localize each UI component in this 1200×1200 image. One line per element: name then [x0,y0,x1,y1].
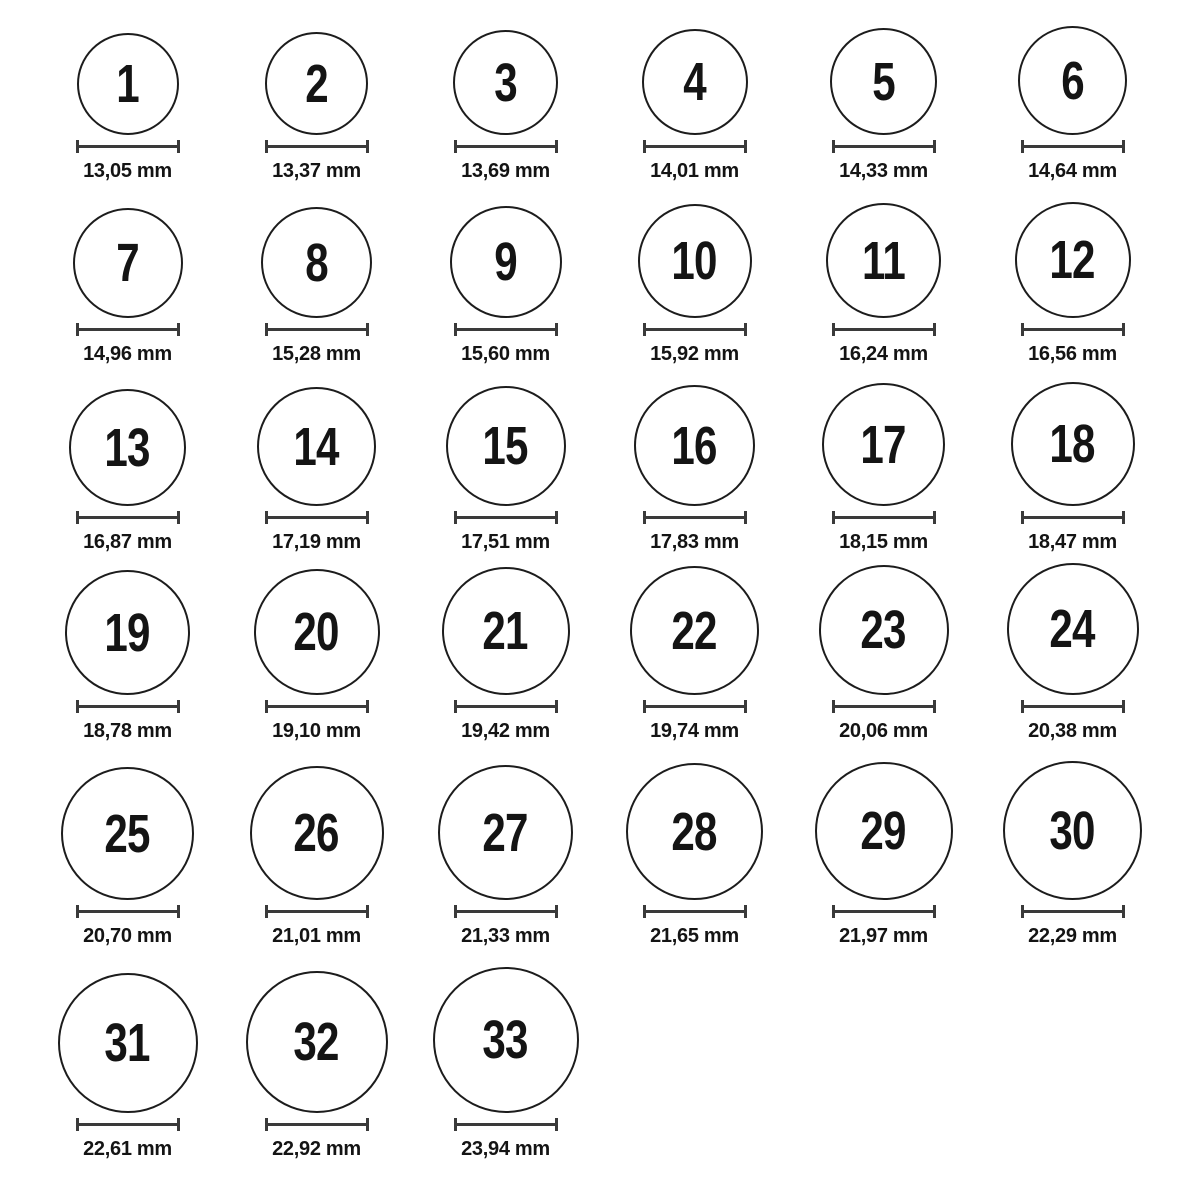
ring-size-number: 24 [1049,599,1096,659]
measure-bar [268,145,366,148]
ring-circle [634,385,755,506]
ring-size-number: 5 [872,51,895,112]
diameter-measure-line [76,511,180,524]
ring-size-item [642,29,748,182]
ring-circle [822,383,945,506]
ring-size-number: 8 [305,232,328,293]
diameter-measure-line [1021,140,1125,153]
ring-size-number: 9 [494,232,517,292]
ring-circle [453,30,558,135]
measure-bar [646,910,744,913]
ring-circle [254,569,380,695]
chart-row [33,553,1167,742]
ring-size-item [58,973,198,1160]
measure-bar [79,705,177,708]
diameter-label: 18,15 mm [839,531,928,553]
ring-size-item [61,767,194,947]
measure-bar [646,145,744,148]
diameter-label: 20,38 mm [1028,720,1117,742]
diameter-label: 21,65 mm [650,925,739,947]
measure-bar [457,145,555,148]
ring-size-item [450,206,562,365]
diameter-measure-line [454,140,558,153]
diameter-measure-line [643,905,747,918]
ring-size-number: 11 [862,230,905,291]
ring-size-number: 23 [860,600,907,660]
measure-bar [835,705,933,708]
measure-bar [646,705,744,708]
measure-bar [268,910,366,913]
ring-size-item [438,765,573,947]
diameter-measure-line [643,140,747,153]
ring-size-item [265,32,369,182]
diameter-measure-line [832,905,936,918]
diameter-measure-line [454,905,558,918]
measure-bar [835,516,933,519]
diameter-label: 22,92 mm [272,1138,361,1160]
diameter-label: 13,37 mm [272,160,361,182]
diameter-measure-line [76,905,180,918]
ring-size-item [638,204,752,365]
ring-size-item [261,207,372,365]
diameter-label: 17,83 mm [650,531,739,553]
ring-circle [257,387,376,506]
ring-size-item [453,30,558,182]
diameter-measure-line [454,511,558,524]
ring-size-number: 32 [293,1012,340,1072]
ring-circle [638,204,752,318]
ring-size-number: 7 [116,233,139,293]
diameter-label: 13,69 mm [461,160,550,182]
diameter-measure-line [454,700,558,713]
diameter-label: 14,64 mm [1028,160,1117,182]
chart-row [33,182,1167,365]
ring-size-item [815,762,953,947]
measure-bar [646,516,744,519]
ring-size-item [1011,382,1135,553]
ring-circle [826,203,941,318]
ring-size-number: 27 [482,802,529,863]
diameter-measure-line [76,1118,180,1131]
ring-size-item [830,28,937,182]
ring-circle [69,389,186,506]
diameter-label: 16,87 mm [83,531,172,553]
ring-size-item [826,203,941,365]
diameter-label: 15,92 mm [650,343,739,365]
ring-size-number: 2 [305,53,328,114]
ring-size-item [630,566,759,742]
diameter-measure-line [1021,700,1125,713]
diameter-measure-line [1021,905,1125,918]
ring-circle [250,766,384,900]
ring-size-item [1015,202,1131,365]
measure-bar [457,328,555,331]
ring-circle [442,567,570,695]
diameter-measure-line [643,700,747,713]
ring-size-item [73,208,183,365]
ring-size-item [442,567,570,742]
measure-bar [268,328,366,331]
diameter-label: 18,47 mm [1028,531,1117,553]
diameter-label: 19,42 mm [461,720,550,742]
diameter-label: 23,94 mm [461,1138,550,1160]
diameter-label: 20,06 mm [839,720,928,742]
ring-size-number: 29 [860,801,907,861]
measure-bar [79,516,177,519]
diameter-label: 16,24 mm [839,343,928,365]
ring-size-number: 33 [482,1010,529,1070]
ring-circle [1007,563,1139,695]
ring-circle [1011,382,1135,506]
ring-circle [1015,202,1131,318]
ring-size-number: 12 [1049,230,1096,290]
chart-row [33,742,1167,947]
ring-size-number: 3 [494,52,517,113]
ring-size-number: 15 [482,416,529,476]
ring-size-number: 14 [293,416,340,477]
ring-size-number: 20 [293,602,340,662]
ring-circle [626,763,763,900]
measure-bar [1024,516,1122,519]
ring-circle [438,765,573,900]
ring-circle [446,386,566,506]
ring-size-item [257,387,376,553]
ring-circle [1018,26,1127,135]
ring-size-number: 30 [1049,800,1096,861]
ring-circle [450,206,562,318]
measure-bar [1024,145,1122,148]
diameter-measure-line [1021,511,1125,524]
ring-circle [819,565,949,695]
diameter-label: 21,33 mm [461,925,550,947]
ring-size-number: 6 [1061,50,1084,111]
ring-size-item [76,33,180,182]
measure-bar [457,705,555,708]
diameter-measure-line [832,140,936,153]
ring-size-number: 31 [104,1013,151,1073]
ring-size-item [819,565,949,742]
diameter-measure-line [265,323,369,336]
diameter-measure-line [454,1118,558,1131]
ring-size-number: 10 [671,231,718,291]
measure-bar [457,1123,555,1126]
ring-size-item [246,971,388,1160]
ring-size-number: 25 [104,803,151,864]
measure-bar [1024,705,1122,708]
diameter-label: 16,56 mm [1028,343,1117,365]
ring-size-item [254,569,380,742]
ring-size-number: 18 [1049,414,1096,474]
diameter-measure-line [265,511,369,524]
diameter-measure-line [1021,323,1125,336]
chart-row [33,365,1167,553]
diameter-label: 21,01 mm [272,925,361,947]
diameter-label: 19,74 mm [650,720,739,742]
ring-size-number: 22 [671,600,718,661]
diameter-measure-line [265,905,369,918]
ring-size-item [1018,26,1127,182]
ring-size-item [822,383,945,553]
diameter-measure-line [832,323,936,336]
ring-size-item [1007,563,1139,742]
diameter-label: 18,78 mm [83,720,172,742]
ring-size-number: 16 [671,415,718,476]
ring-size-item [626,763,763,947]
diameter-measure-line [643,511,747,524]
ring-size-item [634,385,755,553]
ring-circle [815,762,953,900]
ring-size-number: 4 [683,52,706,112]
measure-bar [79,328,177,331]
diameter-measure-line [643,323,747,336]
diameter-label: 17,19 mm [272,531,361,553]
diameter-label: 22,29 mm [1028,925,1117,947]
measure-bar [79,910,177,913]
measure-bar [1024,910,1122,913]
diameter-measure-line [76,323,180,336]
ring-size-number: 17 [860,414,907,475]
ring-circle [73,208,183,318]
ring-circle [1003,761,1142,900]
diameter-label: 17,51 mm [461,531,550,553]
measure-bar [835,145,933,148]
measure-bar [268,516,366,519]
diameter-label: 14,33 mm [839,160,928,182]
diameter-measure-line [265,140,369,153]
diameter-measure-line [265,1118,369,1131]
ring-size-number: 28 [671,801,718,862]
measure-bar [1024,328,1122,331]
measure-bar [79,1123,177,1126]
ring-circle [246,971,388,1113]
diameter-measure-line [76,700,180,713]
diameter-label: 14,01 mm [650,160,739,182]
diameter-measure-line [454,323,558,336]
ring-size-number: 21 [482,601,529,661]
diameter-label: 15,60 mm [461,343,550,365]
ring-size-item [69,389,186,553]
ring-circle [61,767,194,900]
measure-bar [835,910,933,913]
chart-row [33,0,1167,182]
ring-size-item [65,570,190,742]
diameter-label: 22,61 mm [83,1138,172,1160]
measure-bar [79,145,177,148]
ring-circle [642,29,748,135]
ring-size-number: 26 [293,803,340,863]
diameter-label: 19,10 mm [272,720,361,742]
ring-size-item [250,766,384,947]
chart-row [33,947,1167,1160]
measure-bar [457,910,555,913]
ring-size-number: 13 [104,417,151,478]
ring-circle [630,566,759,695]
ring-circle [58,973,198,1113]
measure-bar [268,1123,366,1126]
diameter-label: 15,28 mm [272,343,361,365]
diameter-label: 13,05 mm [83,160,172,182]
diameter-label: 20,70 mm [83,925,172,947]
ring-circle [830,28,937,135]
diameter-measure-line [832,511,936,524]
measure-bar [268,705,366,708]
diameter-label: 21,97 mm [839,925,928,947]
diameter-measure-line [76,140,180,153]
ring-circle [77,33,179,135]
diameter-measure-line [265,700,369,713]
measure-bar [646,328,744,331]
ring-size-item [1003,761,1142,947]
ring-circle [65,570,190,695]
ring-size-item [433,967,579,1160]
ring-size-number: 1 [116,54,139,114]
measure-bar [457,516,555,519]
ring-circle [261,207,372,318]
ring-size-item [446,386,566,553]
measure-bar [835,328,933,331]
ring-size-number: 19 [104,602,151,663]
diameter-measure-line [832,700,936,713]
diameter-label: 14,96 mm [83,343,172,365]
ring-circle [433,967,579,1113]
ring-circle [265,32,368,135]
